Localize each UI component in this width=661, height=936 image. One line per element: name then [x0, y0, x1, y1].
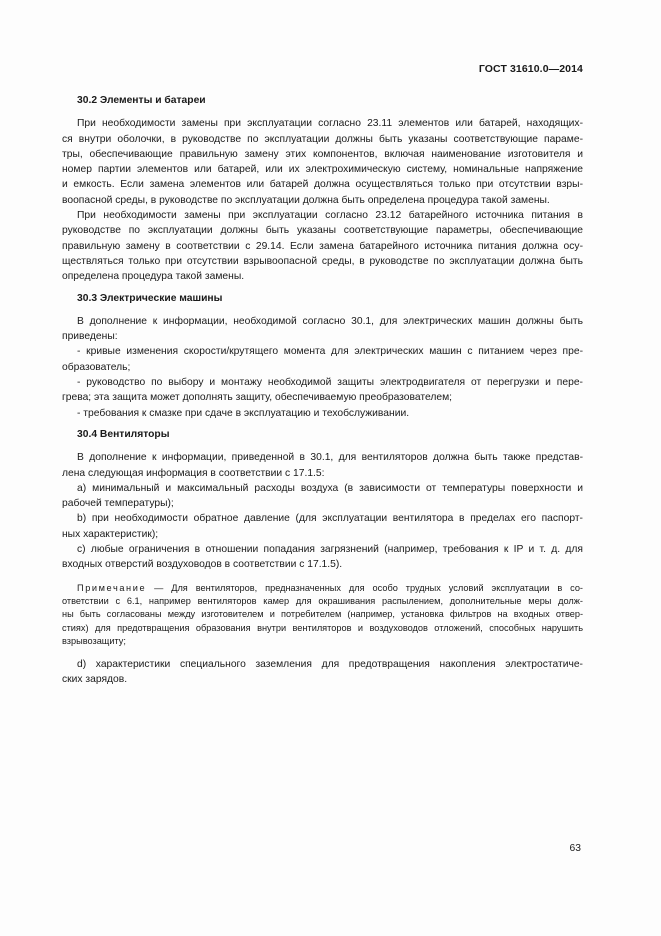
text-line: лена следующая информация в соответствии с 17.1.5:: [62, 467, 325, 479]
text-line: входных отверстий воздуховодов в соответствии с 17.1.5).: [62, 559, 343, 571]
paragraph-batteries-2: [62, 208, 583, 284]
list-item-b: [62, 511, 583, 542]
text-line: - требования к смазке при сдаче в эксплуатацию и техобслуживании.: [77, 407, 410, 419]
text-line: воопасной среды, в руководстве по эксплуатации должна быть определена процедура такой замены.: [62, 194, 550, 206]
list-item-speed-torque: [62, 344, 583, 375]
paragraph-fans-intro: [62, 450, 583, 481]
text-line: ских зарядов.: [62, 674, 128, 686]
note-block: [62, 582, 583, 648]
note-text: — Для вентиляторов, предназначенных для особо трудных условий эксплуатации в со-: [146, 582, 583, 593]
text-line: ся внутри оболочки, в руководстве по эксплуатации должны быть указаны соответствующие параме-: [62, 133, 583, 145]
text-line: руководстве по эксплуатации должны быть указаны соответствующие параметры, обеспечивающие: [62, 225, 583, 237]
text-line: - руководство по выбору и монтажу необходимой защиты электродвигателя от перегрузки и пере-: [77, 377, 583, 389]
list-item-c: [62, 542, 583, 573]
text-line: В дополнение к информации, необходимой согласно 30.1, для электрических машин должны быть: [77, 315, 583, 327]
text-line: ны быть согласованы между изготовителем и потребителем (например, установка фильтров на входных отвер-: [62, 609, 583, 620]
text-line: рабочей температуры);: [62, 498, 174, 510]
text-line: и емкость. Если замена элементов или батарей должна осуществляться только при отсутствии взры-: [62, 179, 583, 191]
paragraph-machines-intro: [62, 314, 583, 345]
text-line: определена процедура такой замены.: [62, 271, 245, 283]
text-line: стиях) для предотвращения образования внутри вентиляторов и воздуховодов отложений, способных нарушить: [62, 622, 583, 633]
section-heading-30-2: 30.2 Элементы и батареи: [77, 95, 206, 106]
standard-designation: ГОСТ 31610.0—2014: [478, 63, 583, 75]
text-line: взрывозащиту;: [62, 635, 126, 646]
text-line: ществляться только при отсутствии взрывоопасной среды, в руководстве по эксплуатации должна быть: [62, 255, 583, 267]
text-line: правильную замену в соответствии с 29.14. Если замена батарейного источника питания должна осу-: [62, 240, 583, 252]
page-number: 63: [569, 843, 581, 854]
list-item-overload-protection: [62, 375, 583, 406]
section-heading-30-4: 30.4 Вентиляторы: [77, 428, 170, 440]
text-line: В дополнение к информации, приведенной в 30.1, для вентиляторов должна быть также представ-: [77, 452, 583, 464]
text-line: номер партии элементов или батарей, или их электрохимическую систему, номинальные напряжение: [62, 164, 583, 176]
paragraph-batteries-1: [62, 116, 583, 208]
text-line: При необходимости замены при эксплуатации согласно 23.11 элементов или батарей, находящих-: [77, 118, 583, 130]
text-line: ных характеристик);: [62, 528, 159, 540]
text-line: - кривые изменения скорости/крутящего момента для электрических машин с питанием через пре-: [77, 346, 583, 358]
note-label: Примечание: [77, 582, 147, 593]
text-line: b) при необходимости обратное давление (для эксплуатации вентилятора в пределах его паспорт-: [77, 513, 583, 525]
list-item-a: [62, 481, 583, 512]
text-line: приведены:: [62, 331, 118, 343]
text-line: грева; эта защита может дополнять защиту, обеспечиваемую преобразователем;: [62, 392, 453, 404]
text-line: образователь;: [62, 361, 131, 373]
text-line: ответствии с 6.1, например вентиляторов камер для окрашивания распылением, дополнительные меры долж-: [62, 595, 583, 606]
text-line: c) любые ограничения в отношении попадания загрязнений (например, требования к IP и т. д. для: [77, 544, 583, 556]
text-line: [62, 582, 583, 595]
text-line: При необходимости замены при эксплуатации согласно 23.12 батарейного источника питания в: [77, 210, 583, 222]
list-item-lubrication: [62, 406, 583, 421]
text-line: a) минимальный и максимальный расходы воздуха (в зависимости от температуры поверхности и: [77, 482, 583, 494]
page-content: [62, 88, 583, 688]
list-item-d: [62, 657, 583, 688]
section-heading-30-3: 30.3 Электрические машины: [77, 292, 223, 304]
text-line: d) характеристики специального заземления для предотвращения накопления электростатиче-: [77, 659, 583, 671]
text-line: тры, обеспечивающие правильную замену этих компонентов, включая наименование изготовителя и: [62, 148, 583, 160]
